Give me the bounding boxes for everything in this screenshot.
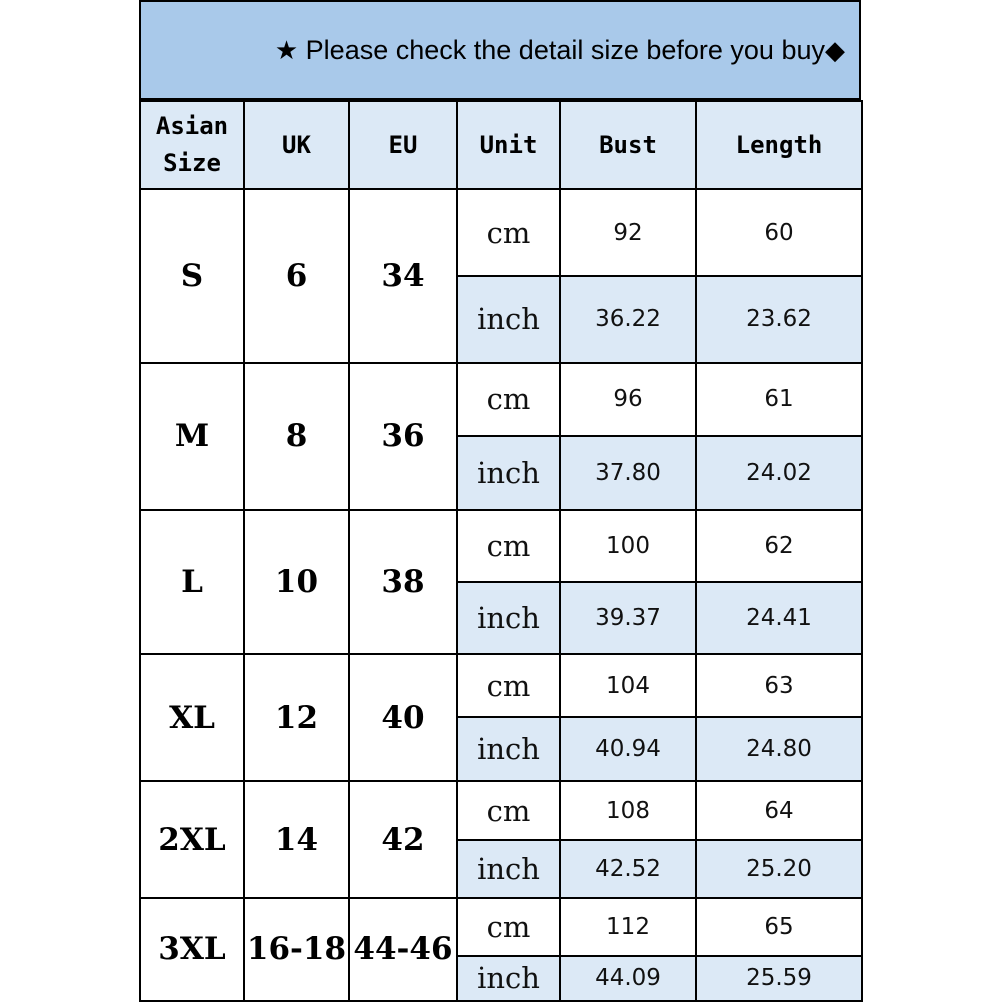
bust-cm-cell: 108 — [560, 781, 696, 839]
banner-text — [298, 35, 825, 66]
table-row — [140, 654, 862, 717]
asian-size-cell: M — [140, 363, 244, 510]
unit-cm-cell: cm — [457, 363, 560, 436]
bust-inch-cell: 40.94 — [560, 717, 696, 781]
length-cm-cell: 65 — [696, 898, 862, 956]
length-inch-cell: 25.59 — [696, 956, 862, 1001]
table-row — [140, 898, 862, 956]
size-notice-banner — [139, 0, 861, 100]
size-table — [139, 100, 863, 1002]
bust-inch-cell: 39.37 — [560, 582, 696, 654]
uk-size-cell: 10 — [244, 510, 349, 654]
length-cm-cell: 64 — [696, 781, 862, 839]
length-inch-cell: 24.80 — [696, 717, 862, 781]
header-asian-line1: Asian — [155, 112, 229, 141]
asian-size-cell: S — [140, 189, 244, 362]
table-row — [140, 781, 862, 839]
unit-inch-cell: inch — [457, 582, 560, 654]
banner-text-content: Please check the detail size before you buy — [305, 34, 825, 65]
uk-size-cell: 12 — [244, 654, 349, 781]
unit-inch-cell: inch — [457, 717, 560, 781]
uk-size-cell: 16-18 — [244, 898, 349, 1001]
eu-size-cell: 34 — [349, 189, 457, 362]
unit-cm-cell: cm — [457, 898, 560, 956]
length-inch-cell: 25.20 — [696, 840, 862, 898]
table-header-row — [140, 101, 862, 189]
bust-cm-cell: 96 — [560, 363, 696, 436]
header-length: Length — [696, 101, 862, 189]
eu-size-cell: 44-46 — [349, 898, 457, 1001]
table-row — [140, 189, 862, 276]
length-cm-cell: 60 — [696, 189, 862, 276]
bust-inch-cell: 42.52 — [560, 840, 696, 898]
bust-inch-cell: 37.80 — [560, 436, 696, 510]
bust-inch-cell: 44.09 — [560, 956, 696, 1001]
asian-size-cell: XL — [140, 654, 244, 781]
bust-inch-cell: 36.22 — [560, 276, 696, 362]
eu-size-cell: 40 — [349, 654, 457, 781]
asian-size-cell: L — [140, 510, 244, 654]
unit-cm-cell: cm — [457, 189, 560, 276]
unit-cm-cell: cm — [457, 654, 560, 717]
header-bust: Bust — [560, 101, 696, 189]
unit-inch-cell: inch — [457, 840, 560, 898]
uk-size-cell: 14 — [244, 781, 349, 897]
header-asian-size — [140, 101, 244, 189]
uk-size-cell: 6 — [244, 189, 349, 362]
length-cm-cell: 63 — [696, 654, 862, 717]
table-row — [140, 510, 862, 582]
length-inch-cell: 24.02 — [696, 436, 862, 510]
header-uk: UK — [244, 101, 349, 189]
unit-inch-cell: inch — [457, 956, 560, 1001]
header-eu: EU — [349, 101, 457, 189]
unit-inch-cell: inch — [457, 276, 560, 362]
header-asian-line2: Size — [163, 149, 221, 178]
diamond-icon: ◆ — [825, 34, 845, 65]
eu-size-cell: 38 — [349, 510, 457, 654]
bust-cm-cell: 104 — [560, 654, 696, 717]
unit-inch-cell: inch — [457, 436, 560, 510]
eu-size-cell: 36 — [349, 363, 457, 510]
table-row — [140, 363, 862, 436]
unit-cm-cell: cm — [457, 781, 560, 839]
length-inch-cell: 24.41 — [696, 582, 862, 654]
bust-cm-cell: 112 — [560, 898, 696, 956]
eu-size-cell: 42 — [349, 781, 457, 897]
size-chart — [139, 0, 861, 1002]
uk-size-cell: 8 — [244, 363, 349, 510]
asian-size-cell: 3XL — [140, 898, 244, 1001]
length-cm-cell: 61 — [696, 363, 862, 436]
header-unit: Unit — [457, 101, 560, 189]
length-inch-cell: 23.62 — [696, 276, 862, 362]
asian-size-cell: 2XL — [140, 781, 244, 897]
length-cm-cell: 62 — [696, 510, 862, 582]
bust-cm-cell: 92 — [560, 189, 696, 276]
unit-cm-cell: cm — [457, 510, 560, 582]
star-icon: ★ — [274, 34, 299, 65]
bust-cm-cell: 100 — [560, 510, 696, 582]
